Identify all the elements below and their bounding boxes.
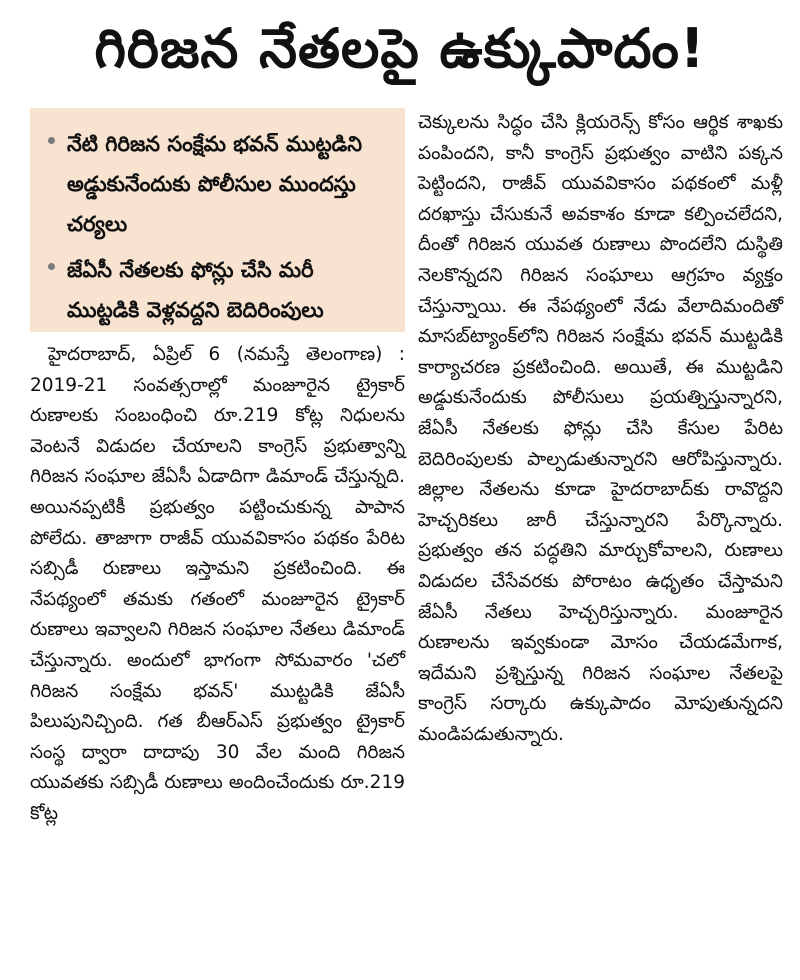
headline: గిరిజన నేతలపై ఉక్కుపాదం! xyxy=(94,17,706,80)
article-body-left: హైదరాబాద్, ఏప్రిల్ 6 (నమస్తే తెలంగాణ) : 2019-21 సంవత్సరాల్లో మంజూరైన ట్రైకార్ రుణాలకు సంబంధించి రూ.219 కోట్ల నిధులను వెంటనే విడుదల చేయాలని కాంగ్రెస్ ప్రభుత్వాన్ని గిరిజన సంఘాల జేఏసీ ఏడాదిగా డిమాండ్ చేస్తున్నది. అయినప్పటికీ ప్రభుత్వం పట్టించుకున్న పాపాన పోలేదు. తాజాగా రాజీవ్ యువవికాసం పథకం పేరిట సబ్సిడీ రుణాలు ఇస్తామని ప్రకటించింది. ఈ నేపథ్యంలో తమకు గతంలో మంజూరైన ట్రైకార్ రుణాలు ఇవ్వాలని గిరిజన సంఘాల నేతలు డిమాండ్ చేస్తున్నారు. అందులో భాగంగా సోమవారం 'చలో గిరిజన సంక్షేమ భవన్' ముట్టడికి జేఏసీ పిలుపునిచ్చింది. గత బీఆర్ఎస్ ప్రభుత్వం ట్రైకార్ సంస్థ ద్వారా దాదాపు 30 వేల మంది గిరిజన యువతకు సబ్సిడీ రుణాలు అందించేందుకు రూ.219 కోట్ల xyxy=(30,344,405,824)
highlight-item xyxy=(48,250,393,330)
right-column xyxy=(418,108,783,750)
highlight-item xyxy=(48,124,393,244)
highlight-box xyxy=(30,108,405,332)
bullet-icon xyxy=(48,263,55,270)
highlight-text: జేఏసీ నేతలకు ఫోన్లు చేసి మరీ ముట్టడికి వెళ్లవద్దని బెదిరింపులు xyxy=(67,258,324,322)
highlight-text: నేటి గిరిజన సంక్షేమ భవన్ ముట్టడిని అడ్డుకునేందుకు పోలీసుల ముందస్తు చర్యలు xyxy=(67,132,362,236)
article-body-right: చెక్కులను సిద్ధం చేసి క్లియరెన్స్ కోసం ఆర్థిక శాఖకు పంపిందని, కానీ కాంగ్రెస్ ప్రభుత్వం వాటిని పక్కన పెట్టిందని, రాజీవ్ యువవికాసం పథకంలో మళ్లీ దరఖాస్తు చేసుకునే అవకాశం కూడా కల్పించలేదని, దీంతో గిరిజన యువత రుణాలు పొందలేని దుస్థితి నెలకొన్నదని గిరిజన సంఘాలు ఆగ్రహం వ్యక్తం చేస్తున్నాయి. ఈ నేపథ్యంలో నేడు వేలాదిమందితో మాసబ్‌ట్యాంక్‌లోని గిరిజన సంక్షేమ భవన్ ముట్టడికి కార్యాచరణ ప్రకటించింది. అయితే, ఈ ముట్టడిని అడ్డుకునేందుకు పోలీసులు ప్రయత్నిస్తున్నారని, జేఏసీ నేతలకు ఫోన్లు చేసి కేసుల పేరిట బెదిరింపులకు పాల్పడుతున్నారని ఆరోపిస్తున్నారు. జిల్లాల నేతలను కూడా హైదరాబాద్‌కు రావొద్దని హెచ్చరికలు జారీ చేస్తున్నారని పేర్కొన్నారు. ప్రభుత్వం తన పద్ధతిని మార్చుకోవాలని, రుణాలు విడుదల చేసేవరకు పోరాటం ఉధృతం చేస్తామని జేఏసీ నేతలు హెచ్చరిస్తున్నారు. మంజూరైన రుణాలను ఇవ్వకుండా మోసం చేయడమేగాక, ఇదేమని ప్రశ్నిస్తున్న గిరిజన సంఘాల నేతలపై కాంగ్రెస్ సర్కారు ఉక్కుపాదం మోపుతున్నదని మండిపడుతున్నారు. xyxy=(418,112,783,745)
bullet-icon xyxy=(48,137,55,144)
left-column xyxy=(30,108,405,830)
